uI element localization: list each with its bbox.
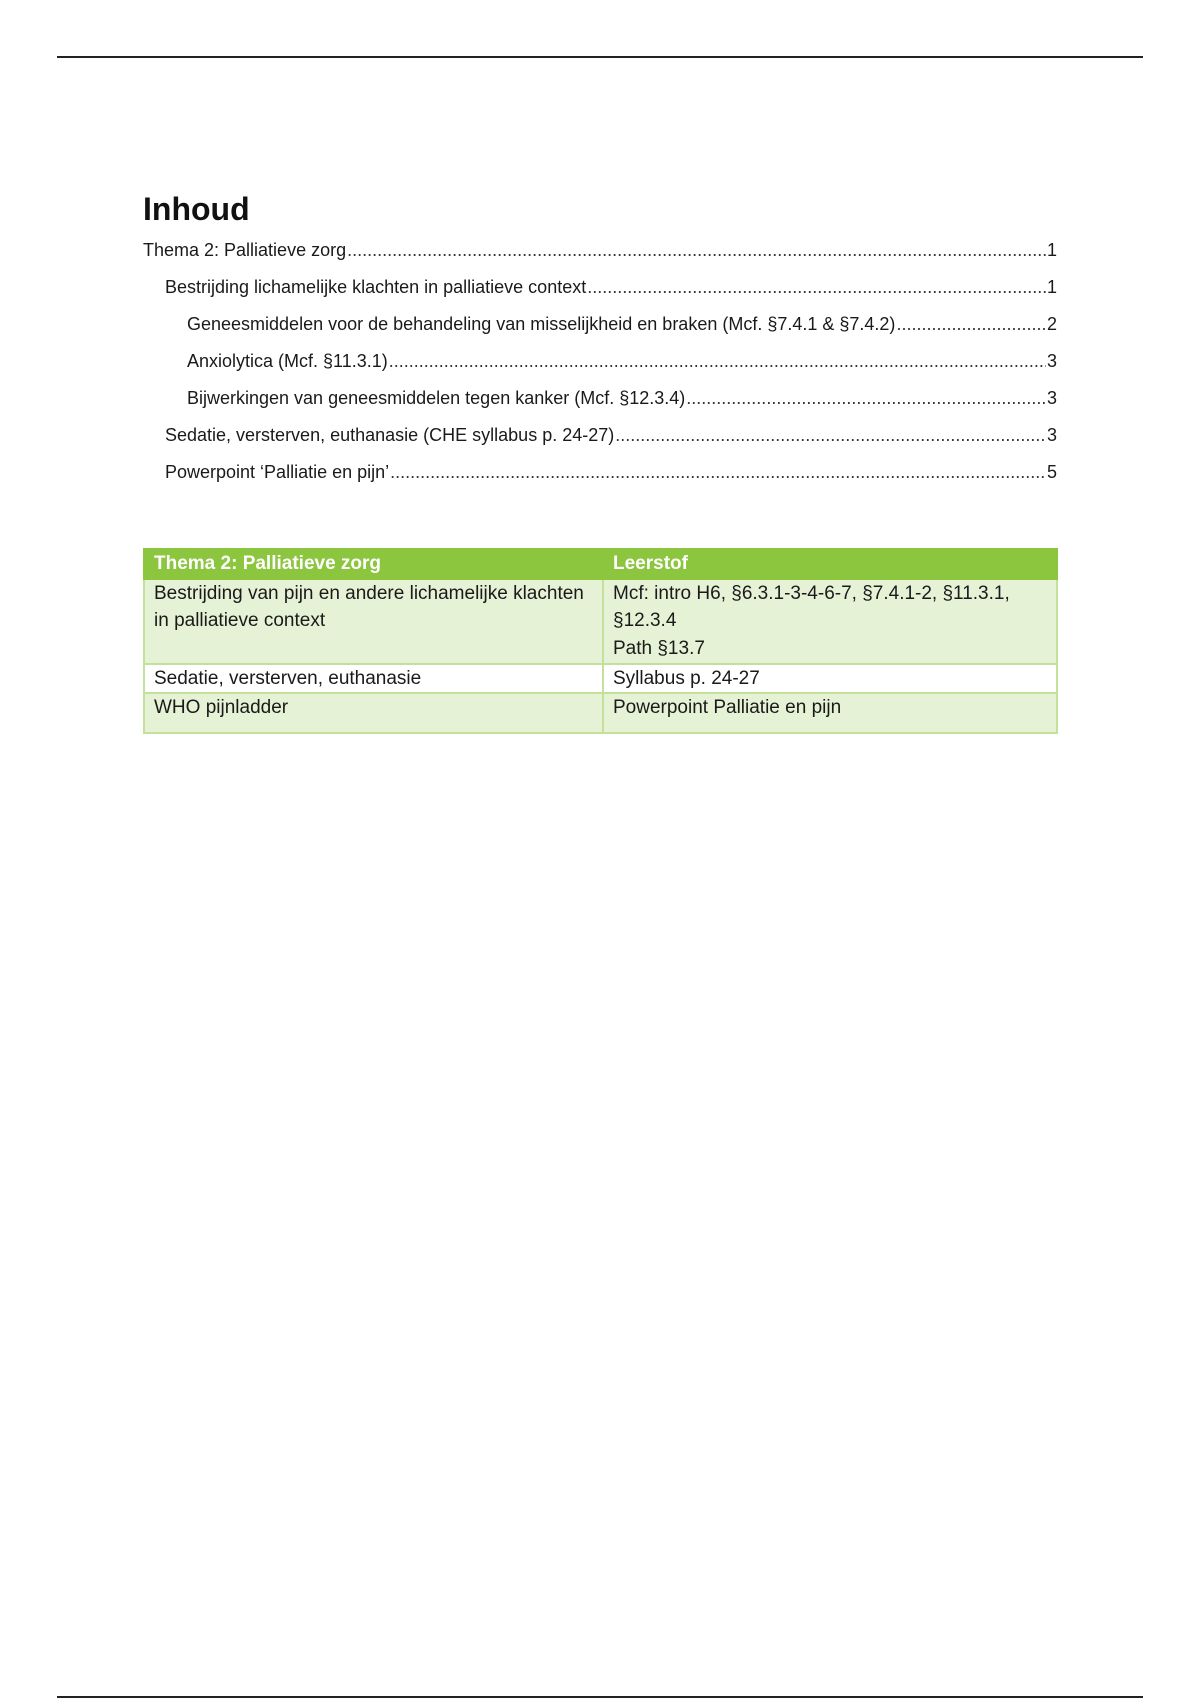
footer-rule — [57, 1696, 1143, 1698]
toc-page-number: 1 — [1046, 240, 1057, 261]
leerstof-line: Mcf: intro H6, §6.3.1-3-4-6-7, §7.4.1-2, §11.3.1, §12.3.4 — [613, 582, 1010, 632]
table-header-cell: Leerstof — [603, 549, 1057, 579]
toc-page-number: 3 — [1046, 351, 1057, 372]
table-of-contents — [143, 240, 1057, 499]
toc-dot-leader — [896, 314, 1046, 336]
toc-heading: Inhoud — [143, 191, 250, 227]
toc-entry-text: Thema 2: Palliatieve zorg — [143, 240, 347, 261]
toc-dot-leader — [389, 351, 1046, 373]
table-row — [144, 664, 1057, 694]
toc-dot-leader — [686, 388, 1046, 410]
toc-entry-bijwerkingen[interactable] — [143, 388, 1057, 425]
header-rule — [57, 56, 1143, 58]
toc-entry-geneesmiddelen-misselijkheid[interactable] — [143, 314, 1057, 351]
toc-entry-text: Sedatie, versterven, euthanasie (CHE syllabus p. 24-27) — [165, 425, 615, 446]
leerstof-line: Syllabus p. 24-27 — [613, 667, 760, 689]
toc-dot-leader — [615, 425, 1046, 447]
toc-dot-leader — [347, 240, 1046, 262]
table-cell-topic: Bestrijding van pijn en andere lichamelijke klachten in palliatieve context — [144, 579, 603, 664]
table-header-cell: Thema 2: Palliatieve zorg — [144, 549, 603, 579]
leerstof-table — [143, 548, 1058, 733]
toc-entry-text: Bijwerkingen van geneesmiddelen tegen kanker (Mcf. §12.3.4) — [187, 388, 686, 409]
toc-page-number: 5 — [1046, 462, 1057, 483]
table-row — [144, 579, 1057, 664]
toc-entry-anxiolytica[interactable] — [143, 351, 1057, 388]
table-cell-topic: WHO pijnladder — [144, 693, 603, 733]
toc-entry-text: Powerpoint ‘Palliatie en pijn’ — [165, 462, 390, 483]
toc-page-number: 3 — [1046, 388, 1057, 409]
toc-dot-leader — [587, 277, 1046, 299]
toc-entry-sedatie[interactable] — [143, 425, 1057, 462]
toc-entry-text: Bestrijding lichamelijke klachten in palliatieve context — [165, 277, 587, 298]
toc-entry-text: Anxiolytica (Mcf. §11.3.1) — [187, 351, 388, 372]
table-cell-topic: Sedatie, versterven, euthanasie — [144, 664, 603, 694]
table-cell-leerstof — [603, 693, 1057, 733]
toc-entry-bestrijding[interactable] — [143, 277, 1057, 314]
toc-page-number: 3 — [1046, 425, 1057, 446]
toc-entry-thema-2[interactable] — [143, 240, 1057, 277]
leerstof-line: Powerpoint Palliatie en pijn — [613, 697, 842, 719]
table-cell-leerstof — [603, 664, 1057, 694]
table-cell-leerstof — [603, 579, 1057, 664]
document-body — [143, 190, 1057, 734]
toc-entry-text: Geneesmiddelen voor de behandeling van misselijkheid en braken (Mcf. §7.4.1 & §7.4.2) — [187, 314, 896, 335]
toc-page-number: 2 — [1046, 314, 1057, 335]
toc-entry-powerpoint[interactable] — [143, 462, 1057, 499]
toc-dot-leader — [390, 462, 1046, 484]
table-header-row — [144, 549, 1057, 579]
table-row — [144, 693, 1057, 733]
leerstof-line: Path §13.7 — [613, 638, 705, 660]
toc-page-number: 1 — [1046, 277, 1057, 298]
